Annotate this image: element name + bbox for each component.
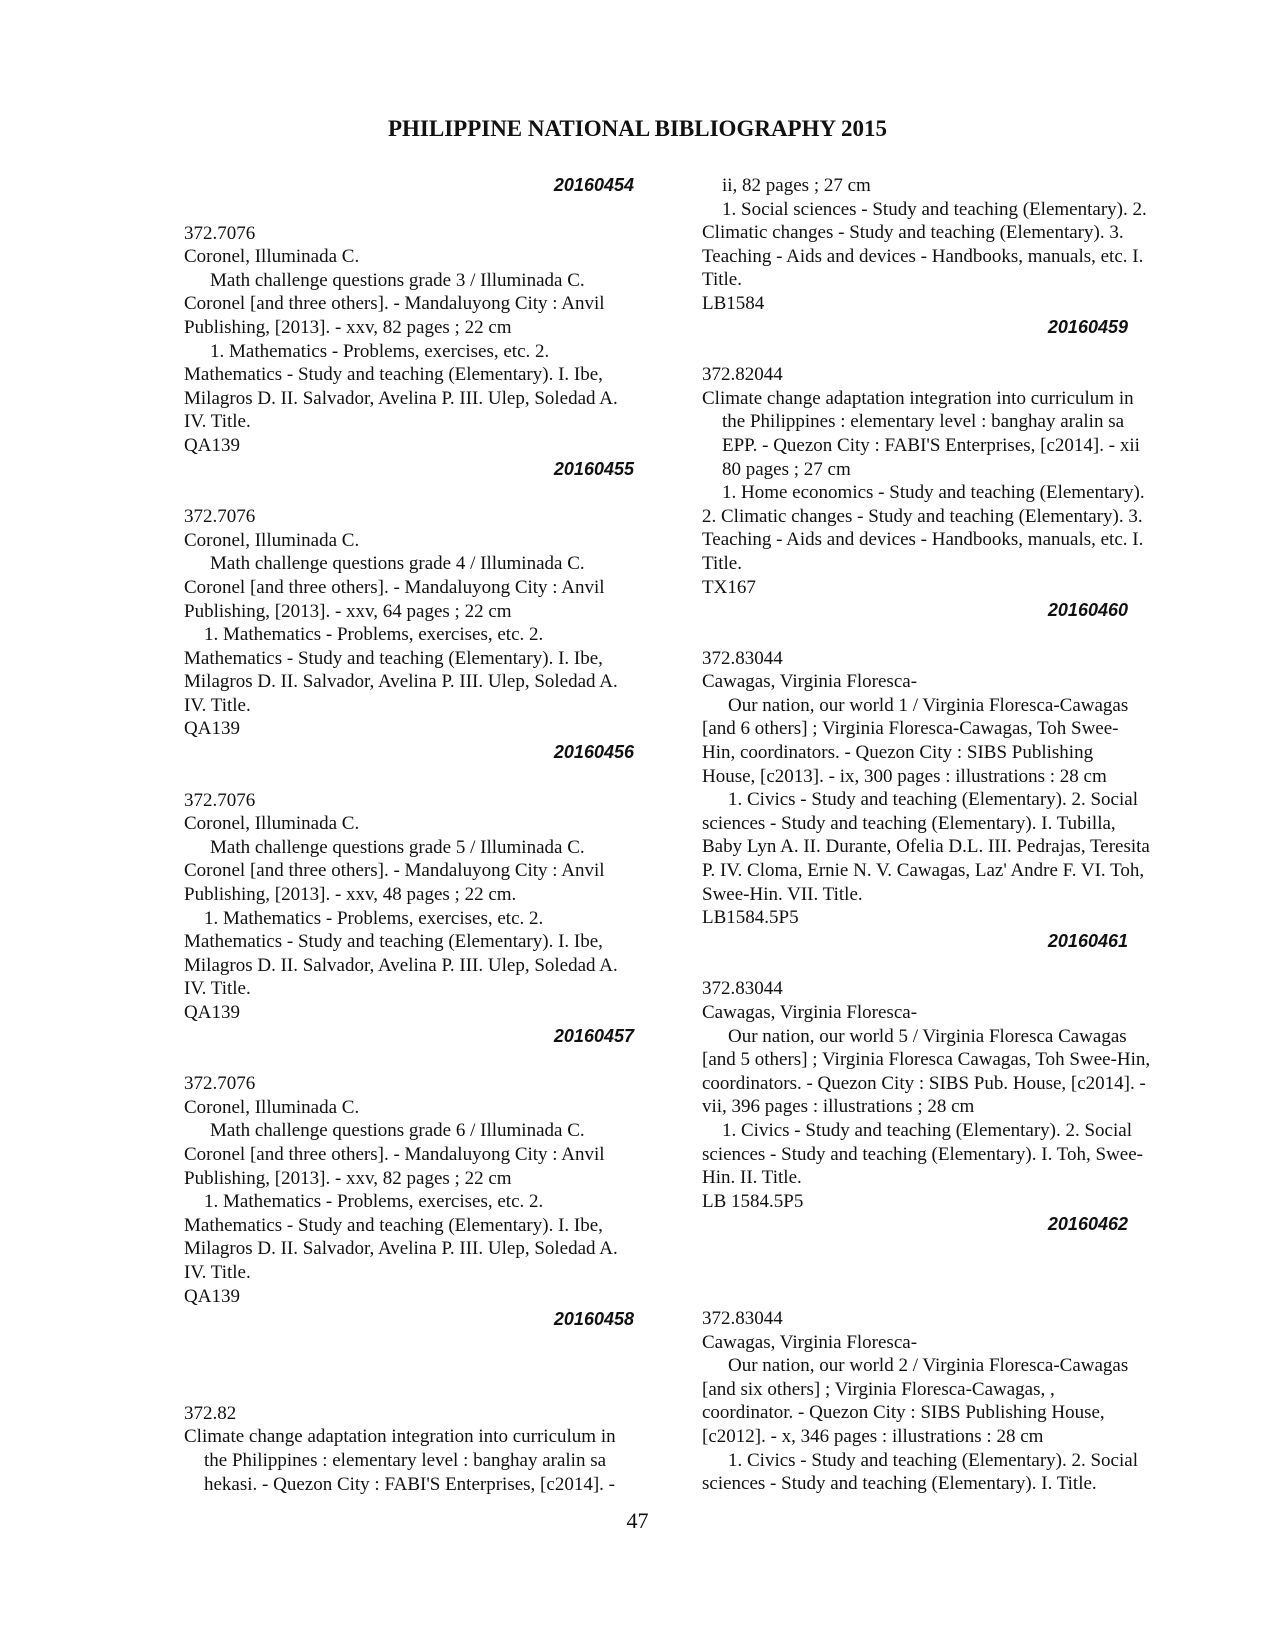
subject-line: Mathematics - Study and teaching (Elementary). I. Ibe, [184, 931, 603, 953]
subject-line: P. IV. Cloma, Ernie N. V. Cawagas, Laz' Andre F. VI. Toh, [702, 860, 1145, 882]
title-line: the Philippines : elementary level : banghay aralin sa [722, 411, 1125, 433]
title-line: Math challenge questions grade 6 / Illuminada C. [210, 1120, 585, 1142]
subject-line: 1. Home economics - Study and teaching (Elementary). [722, 482, 1145, 504]
subject-line: 1. Mathematics - Problems, exercises, etc. 2. [204, 907, 544, 929]
call-number: 372.7076 [184, 1073, 256, 1095]
title-line: [and 6 others] ; Virginia Floresca-Cawagas, Toh Swee- [702, 718, 1119, 740]
title-line: Coronel [and three others]. - Mandaluyong City : Anvil [184, 860, 605, 882]
subject-line: 1. Civics - Study and teaching (Elementary). 2. Social [722, 1119, 1132, 1141]
subject-line: 1. Mathematics - Problems, exercises, etc. 2. [204, 1191, 544, 1213]
author: Coronel, Illuminada C. [184, 529, 360, 551]
author: Cawagas, Virginia Floresca- [702, 1002, 918, 1023]
subject-line: Title. [702, 552, 742, 574]
entry-number: 20160461 [1047, 930, 1128, 951]
classification: TX167 [702, 576, 756, 598]
publication-line: Publishing, [2013]. - xxv, 82 pages ; 22 cm [184, 1167, 512, 1189]
bib-entry [184, 458, 650, 742]
classification: QA139 [184, 1002, 240, 1023]
subject-line: 1. Civics - Study and teaching (Elementary). 2. Social [728, 789, 1138, 811]
entry-number: 20160454 [553, 175, 634, 195]
subject-line: sciences - Study and teaching (Elementary). I. Title. [702, 1473, 1097, 1495]
entry-number: 20160460 [1047, 600, 1128, 621]
title-line: Our nation, our world 2 / Virginia Floresca-Cawagas [728, 1355, 1129, 1377]
publication-line: Hin, coordinators. - Quezon City : SIBS Publishing [702, 742, 1094, 764]
publication-line: 80 pages ; 27 cm [722, 458, 851, 480]
classification: LB1584.5P5 [702, 907, 799, 929]
call-number: 372.82 [184, 1402, 237, 1424]
bib-entry [702, 930, 1190, 1214]
classification: LB1584 [702, 292, 765, 314]
title-line: [and six others] ; Virginia Floresca-Cawagas, , [702, 1378, 1055, 1400]
title-line: Math challenge questions grade 3 / Illuminada C. [210, 269, 585, 291]
subject-line: IV. Title. [184, 1261, 251, 1283]
call-number: 372.83044 [702, 1307, 783, 1329]
call-number: 372.7076 [184, 506, 256, 528]
subject-line: IV. Title. [184, 694, 251, 716]
title-line: Coronel [and three others]. - Mandaluyong City : Anvil [184, 576, 605, 598]
call-number: 372.82044 [702, 364, 783, 386]
title-line: Climate change adaptation integration into curriculum in [184, 1426, 616, 1448]
bib-entry [702, 599, 1190, 930]
subject-line: Mathematics - Study and teaching (Elementary). I. Ibe, [184, 1214, 603, 1236]
author: Coronel, Illuminada C. [184, 246, 360, 268]
bib-entry [184, 1025, 650, 1309]
publication-line: House, [c2013]. - ix, 300 pages : illustrations : 28 cm [702, 765, 1107, 787]
title-line: Math challenge questions grade 4 / Illuminada C. [210, 553, 585, 575]
entry-number: 20160458 [553, 1309, 634, 1330]
page-title: PHILIPPINE NATIONAL BIBLIOGRAPHY 2015 [387, 116, 888, 141]
publication-line: [c2012]. - x, 346 pages : illustrations : 28 cm [702, 1425, 1044, 1447]
title-line: Math challenge questions grade 5 / Illuminada C. [210, 836, 585, 858]
author: Cawagas, Virginia Floresca- [702, 671, 918, 693]
subject-line: 1. Social sciences - Study and teaching (Elementary). 2. [722, 198, 1147, 220]
title-line: Our nation, our world 1 / Virginia Floresca-Cawagas [728, 694, 1129, 716]
subject-line: Mathematics - Study and teaching (Elementary). I. Ibe, [184, 647, 603, 669]
subject-line: Title. [702, 269, 742, 291]
author: Coronel, Illuminada C. [184, 813, 360, 835]
subject-line: Teaching - Aids and devices - Handbooks, manuals, etc. I. [702, 245, 1144, 267]
title-line: Coronel [and three others]. - Mandaluyong City : Anvil [184, 1143, 605, 1165]
call-number: 372.83044 [702, 978, 783, 1000]
author: Coronel, Illuminada C. [184, 1096, 360, 1118]
bib-entry [702, 316, 1190, 600]
classification: QA139 [184, 434, 240, 456]
bib-entry-continued [702, 174, 1190, 316]
publication-line: hekasi. - Quezon City : FABI'S Enterprises, [c2014]. - [204, 1473, 615, 1495]
right-column [702, 174, 1190, 1496]
publication-line: coordinator. - Quezon City : SIBS Publishing House, [702, 1402, 1105, 1424]
entry-number: 20160457 [553, 1025, 634, 1046]
subject-line: sciences - Study and teaching (Elementary). I. Toh, Swee- [702, 1143, 1143, 1165]
subject-line: Milagros D. II. Salvador, Avelina P. III. Ulep, Soledad A. [184, 954, 618, 976]
subject-line: Baby Lyn A. II. Durante, Ofelia D.L. III. Pedrajas, Teresita [702, 836, 1150, 858]
publication-line: Publishing, [2013]. - xxv, 48 pages ; 22 cm. [184, 884, 517, 906]
bib-entry [184, 174, 650, 458]
subject-line: sciences - Study and teaching (Elementary). I. Tubilla, [702, 812, 1116, 834]
subject-line: Swee-Hin. VII. Title. [702, 883, 863, 905]
publication-line: coordinators. - Quezon City : SIBS Pub. House, [c2014]. - [702, 1072, 1146, 1094]
call-number: 372.7076 [184, 789, 256, 811]
subject-line: Milagros D. II. Salvador, Avelina P. III. Ulep, Soledad A. [184, 1238, 618, 1260]
subject-line: 1. Mathematics - Problems, exercises, etc. 2. [204, 624, 544, 646]
subject-line: Climatic changes - Study and teaching (Elementary). 3. [702, 222, 1124, 244]
call-number: 372.83044 [702, 647, 783, 669]
entry-number: 20160459 [1047, 316, 1128, 337]
publication-line: EPP. - Quezon City : FABI'S Enterprises, [c2014]. - xii [722, 434, 1140, 456]
title-line: Our nation, our world 5 / Virginia Floresca Cawagas [728, 1025, 1127, 1047]
title-line: [and 5 others] ; Virginia Floresca Cawagas, Toh Swee-Hin, [702, 1049, 1151, 1071]
subject-line: Milagros D. II. Salvador, Avelina P. III. Ulep, Soledad A. [184, 387, 618, 409]
publication-line: ii, 82 pages ; 27 cm [722, 175, 871, 196]
left-column [184, 174, 650, 1496]
classification: QA139 [184, 1285, 240, 1307]
title-line: Coronel [and three others]. - Mandaluyong City : Anvil [184, 293, 605, 315]
classification: QA139 [184, 718, 240, 740]
bib-entry [702, 1213, 1190, 1495]
entry-number: 20160455 [553, 458, 634, 479]
subject-line: Teaching - Aids and devices - Handbooks, manuals, etc. I. [702, 529, 1144, 551]
subject-line: 1. Civics - Study and teaching (Elementary). 2. Social [728, 1449, 1138, 1471]
subject-line: Milagros D. II. Salvador, Avelina P. III. Ulep, Soledad A. [184, 671, 618, 693]
title-line: the Philippines : elementary level : banghay aralin sa [204, 1449, 607, 1471]
call-number: 372.7076 [184, 222, 256, 244]
subject-line: IV. Title. [184, 978, 251, 1000]
entry-number: 20160456 [553, 742, 634, 763]
bib-entry [184, 741, 650, 1025]
classification: LB 1584.5P5 [702, 1190, 804, 1212]
author: Cawagas, Virginia Floresca- [702, 1331, 918, 1353]
publication-line: vii, 396 pages : illustrations ; 28 cm [702, 1096, 975, 1118]
title-line: Climate change adaptation integration into curriculum in [702, 387, 1134, 409]
subject-line: 1. Mathematics - Problems, exercises, etc. 2. [210, 340, 550, 362]
publication-line: Publishing, [2013]. - xxv, 64 pages ; 22 cm [184, 600, 512, 622]
subject-line: 2. Climatic changes - Study and teaching (Elementary). 3. [702, 505, 1143, 527]
page-number: 47 [626, 1508, 649, 1533]
entry-number: 20160462 [1047, 1214, 1128, 1235]
bib-entry [184, 1308, 650, 1496]
subject-line: Mathematics - Study and teaching (Elementary). I. Ibe, [184, 364, 603, 386]
publication-line: Publishing, [2013]. - xxv, 82 pages ; 22 cm [184, 316, 512, 338]
subject-line: Hin. II. Title. [702, 1167, 802, 1189]
subject-line: IV. Title. [184, 411, 251, 433]
